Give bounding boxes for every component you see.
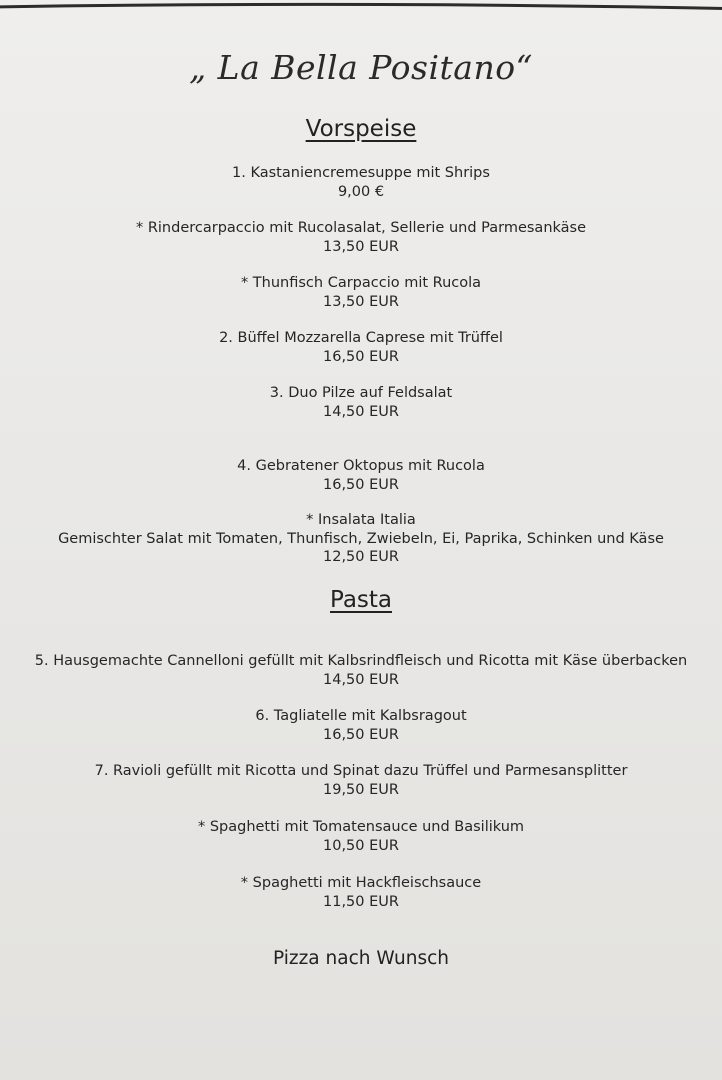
menu-item — [0, 762, 722, 799]
item-name: 1. Kastaniencremesuppe mit Shrips — [232, 165, 490, 181]
item-name: * Insalata Italia — [306, 512, 416, 528]
menu-item — [0, 329, 722, 366]
item-price: 13,50 EUR — [323, 238, 399, 255]
item-description: Gemischter Salat mit Tomaten, Thunfisch, Zwiebeln, Ei, Paprika, Schinken und Käse — [58, 530, 664, 547]
item-name: 7. Ravioli gefüllt mit Ricotta und Spinat dazu Trüffel und Parmesansplitter — [94, 763, 628, 779]
item-price: 14,50 EUR — [323, 671, 399, 688]
item-name: 3. Duo Pilze auf Feldsalat — [269, 385, 453, 401]
item-name: 4. Gebratener Oktopus mit Rucola — [237, 458, 485, 474]
item-price: 16,50 EUR — [323, 348, 399, 365]
item-price: 11,50 EUR — [323, 893, 399, 910]
menu-item — [0, 818, 722, 855]
restaurant-title: „ La Bella Positano“ — [189, 48, 533, 87]
menu-item — [0, 652, 722, 689]
item-price: 10,50 EUR — [323, 837, 399, 854]
menu-item — [0, 874, 722, 911]
menu-item — [0, 164, 722, 201]
item-price: 12,50 EUR — [323, 549, 399, 565]
menu-item — [0, 384, 722, 421]
item-name: * Rindercarpaccio mit Rucolasalat, Sellerie und Parmesankäse — [135, 220, 587, 236]
menu-item — [0, 219, 722, 256]
item-price: 14,50 EUR — [323, 403, 399, 420]
item-name: * Spaghetti mit Tomatensauce und Basilikum — [197, 819, 525, 835]
section-heading-pasta: Pasta — [329, 587, 393, 613]
section-heading-vorspeise: Vorspeise — [305, 116, 417, 142]
item-price: 16,50 EUR — [323, 726, 399, 743]
item-price: 9,00 € — [337, 183, 385, 200]
menu-item — [0, 457, 722, 494]
footer-note: Pizza nach Wunsch — [273, 948, 449, 969]
menu-item — [0, 511, 722, 567]
item-name: 5. Hausgemachte Cannelloni gefüllt mit Kalbsrindfleisch und Ricotta mit Käse überbacken — [34, 653, 688, 669]
item-name: * Thunfisch Carpaccio mit Rucola — [240, 275, 482, 291]
item-price: 13,50 EUR — [323, 293, 399, 310]
item-name: 6. Tagliatelle mit Kalbsragout — [255, 708, 467, 724]
item-name: * Spaghetti mit Hackfleischsauce — [240, 875, 482, 891]
menu-item — [0, 707, 722, 744]
item-price: 19,50 EUR — [323, 781, 399, 798]
item-name: 2. Büffel Mozzarella Caprese mit Trüffel — [219, 330, 503, 346]
menu-item — [0, 274, 722, 311]
item-price: 16,50 EUR — [323, 476, 399, 493]
top-border-line — [0, 0, 722, 12]
